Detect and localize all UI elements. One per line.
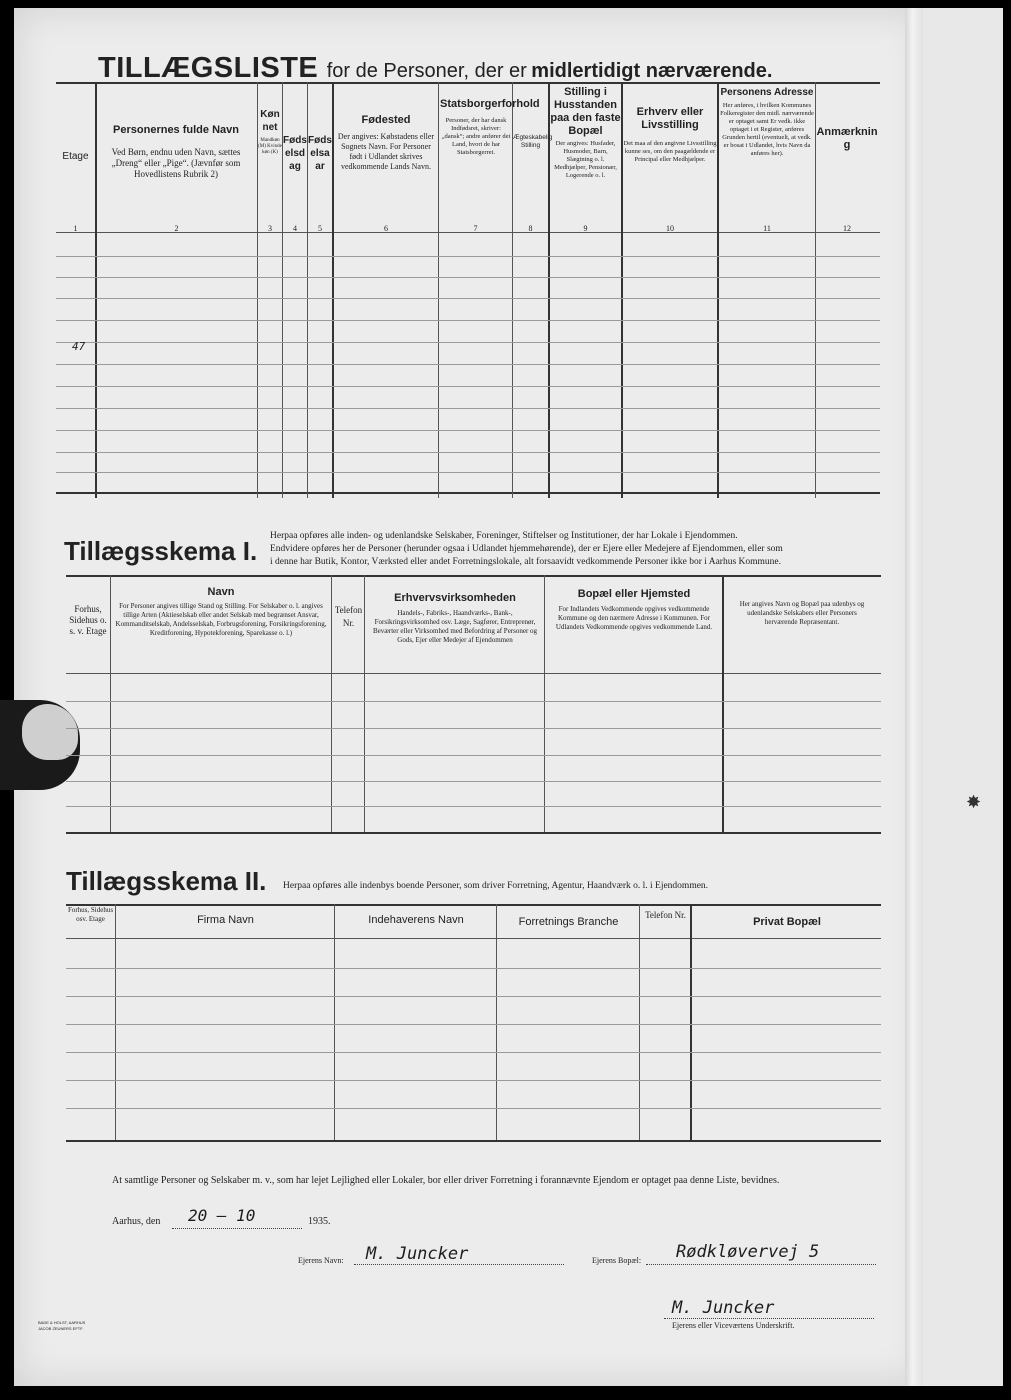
date-label: Aarhus, den — [112, 1216, 161, 1227]
skema1-col-divider — [364, 575, 365, 832]
page-title — [98, 52, 888, 85]
skema1-col-name — [112, 586, 330, 638]
skema1-text-line: Endvidere opføres her de Personer (herunder ogsaa i Udlandet hjemmehørende), der er Ejere eller Medejere af Ejendommen, eller som — [270, 544, 783, 554]
col-name-subtitle: Ved Børn, endnu uden Navn, sættes „Dreng“ eller „Pige“. (Jævnfør som Hovedlistens Rubrik 2) — [111, 147, 241, 179]
col-sex-header — [258, 108, 282, 156]
signature-handwritten: M. Juncker — [672, 1298, 775, 1318]
col-household-subtitle: Der angives: Husfader, Husmoder, Barn, Slægtning o. l. Medhjælper, Pensionær, Logerende o. l. — [554, 140, 617, 179]
col-name-title: Personernes fulde Navn — [113, 124, 239, 136]
main-row-line — [56, 277, 880, 278]
skema2-header-rule — [66, 938, 881, 939]
main-row-line — [56, 256, 880, 257]
skema1-description — [270, 530, 882, 569]
facing-page — [923, 8, 1003, 1386]
col-number: 5 — [318, 224, 322, 233]
main-row-line — [56, 386, 880, 387]
skema1-col-residence-title: Bopæl eller Hjemsted — [577, 588, 691, 600]
col-birthyear-title: Fødselsaar — [308, 135, 332, 172]
skema1-row-line — [66, 701, 881, 702]
skema1-text-line: i denne har Butik, Kontor, Værksted eller andet Forretningslokale, alt forsaavidt vedkommende Personer ikke bor i Aarhus Kommune. — [270, 557, 782, 567]
skema1-col-divider — [331, 575, 332, 832]
signature-label: Ejerens eller Viceværtens Underskrift. — [672, 1321, 795, 1330]
main-col-divider — [332, 82, 334, 498]
col-sex-subtitle: Mandkøn (M) Kvindekøn (K) — [258, 138, 282, 155]
skema1-col-name-subtitle: For Personer angives tillige Stand og Stilling. For Selskaber o. l. angives tillige Arten (Aktieselskab eller andet Selskab med begrænset Ansvar, Kommanditselskab, Andelsselskab, Forbrugsforening, Forsikringsforening, Kreditforening, Hypotekforening, Sparekasse o. l.) — [115, 602, 327, 637]
skema2-row-line — [66, 1108, 881, 1109]
skema1-title: Tillægsskema I. — [64, 536, 258, 566]
col-number: 9 — [583, 224, 588, 233]
owner-address-label: Ejerens Bopæl: — [592, 1256, 642, 1265]
page-fold — [905, 8, 923, 1386]
main-row-line — [56, 408, 880, 409]
date-line — [172, 1228, 302, 1229]
skema1-col-divider — [544, 575, 545, 832]
title-main: TILLÆGSLISTE — [98, 52, 319, 84]
skema1-col-floor: Forhus, Sidehus o. s. v. Etage — [69, 604, 107, 636]
skema2-col-private-address: Privat Bopæl — [753, 916, 821, 928]
main-table-top-rule — [56, 82, 880, 84]
skema2-row-line — [66, 1024, 881, 1025]
col-number: 1 — [73, 224, 78, 233]
title-emphasis: midlertidigt nærværende. — [531, 60, 773, 82]
col-etage-title: Etage — [62, 151, 89, 162]
date-handwritten: 20 — 10 — [188, 1206, 256, 1225]
main-row-line — [56, 452, 880, 453]
skema2-col-firm: Firma Navn — [197, 914, 254, 926]
skema2-top-rule — [66, 904, 881, 906]
col-number: 7 — [473, 224, 478, 233]
col-birthplace-header — [336, 114, 436, 172]
col-citizenship-title: Statsborgerforhold — [440, 98, 540, 110]
skema2-col-divider — [690, 904, 692, 1140]
skema1-col-phone: Telefon Nr. — [334, 605, 363, 628]
col-remark-header — [816, 126, 878, 152]
skema2-col-floor: Forhus, Sidehus osv. Etage — [67, 906, 114, 923]
col-birthyear-header — [308, 134, 332, 173]
col-etage-header — [56, 150, 95, 163]
skema1-col-divider — [722, 575, 724, 832]
col-birthday-title: Fødselsdag — [283, 135, 307, 172]
owner-address-line — [646, 1264, 876, 1265]
skema1-bottom-rule — [66, 832, 881, 834]
col-household-title: Stilling i Husstanden paa den faste Bopæl — [550, 86, 621, 137]
margin-pencil-mark: 47 — [72, 340, 86, 353]
col-address-header — [719, 86, 815, 158]
owner-name-line — [354, 1264, 564, 1265]
col-number: 6 — [384, 224, 388, 233]
col-address-subtitle: Her anføres, i hvilken Kommunes Folkeregister den midl. nærværende er optaget samt Er vedk. ikke optaget i et Register, anføres Grunden hertil (eventuelt, at vedk. er bosat i Udlandet, hvis Navn da anføres her). — [720, 102, 814, 157]
owner-name-handwritten: M. Juncker — [366, 1244, 469, 1264]
skema1-col-residence — [546, 588, 722, 632]
col-occupation-header — [623, 106, 717, 164]
skema2-col-branch: Forretnings Branche — [518, 916, 619, 928]
col-marital-header — [513, 134, 553, 150]
skema2-title: Tillægsskema II. — [66, 866, 267, 896]
col-number: 10 — [666, 224, 674, 233]
skema1-col-business — [366, 592, 544, 645]
col-number: 12 — [843, 224, 851, 233]
main-table-bottom-rule — [56, 492, 880, 494]
skema2-col-phone: Telefon Nr. — [645, 910, 686, 920]
skema1-col-divider — [110, 575, 111, 832]
printer-imprint: BADE & HOLST, AARHUS JACOB ZEUNERS EFTF. — [38, 1320, 86, 1331]
ink-stain: ✸ — [966, 792, 982, 812]
col-birthday-header — [283, 134, 307, 173]
skema1-col-business-title: Erhvervsvirksomheden — [394, 592, 516, 604]
main-row-line — [56, 320, 880, 321]
skema2-row-line — [66, 968, 881, 969]
col-number: 3 — [268, 224, 272, 233]
main-row-line — [56, 364, 880, 365]
title-rest: for de Personer, der er — [326, 60, 527, 82]
main-row-line — [56, 342, 880, 343]
skema2-row-line — [66, 996, 881, 997]
col-occupation-subtitle: Det maa af den angivne Livsstilling kunne ses, om den paagældende er Principal eller Medhjælper. — [623, 140, 717, 163]
skema1-col-residence-subtitle: For Indlandets Vedkommende opgives vedkommende Kommune og den nærmere Adresse i Kommunen. For Udlandets Vedkommende opgives vedkommende Land. — [555, 605, 713, 631]
skema1-row-line — [66, 755, 881, 756]
owner-address-handwritten: Rødkløvervej 5 — [676, 1242, 820, 1262]
skema1-top-rule — [66, 575, 881, 577]
col-citizenship-subtitle: Personer, der har dansk Indfødsret, skriver: „dansk“; andre anfører det Land, hvori de har Statsborgerret. — [441, 117, 511, 156]
skema2-row-line — [66, 1052, 881, 1053]
skema2-bottom-rule — [66, 1140, 881, 1142]
col-number: 2 — [174, 224, 179, 233]
col-occupation-title: Erhverv eller Livsstilling — [636, 106, 704, 131]
main-row-line — [56, 298, 880, 299]
col-number: 11 — [763, 224, 771, 233]
col-sex-title: Kønnet — [260, 109, 280, 133]
col-marital-title: Ægteskabelig Stilling — [513, 134, 553, 149]
skema1-header-rule — [66, 673, 881, 674]
col-remark-title: Anmærkning — [816, 126, 878, 151]
skema2-row-line — [66, 1080, 881, 1081]
skema2-col-divider — [115, 904, 116, 1140]
main-col-divider — [95, 82, 97, 498]
col-name-header — [98, 124, 254, 180]
skema2-col-owner: Indehaverens Navn — [368, 914, 464, 926]
col-number: 4 — [293, 224, 297, 233]
skema1-col-business-subtitle: Handels-, Fabriks-, Haandværks-, Bank-, Forsikringsvirksomhed osv. Læge, Sagfører, Entreprenør, Beværter eller Virksomhed med Befordring af Personer og Gods, Ejer eller Medejer af Ejendommen — [372, 609, 538, 644]
col-birthplace-title: Fødested — [361, 114, 411, 126]
skema1-row-line — [66, 728, 881, 729]
declaration-text: At samtlige Personer og Selskaber m. v., som har lejet Lejlighed eller Lokaler, bor eller driver Forretning i forannævnte Ejendom er optaget paa denne Liste, bevidnes. — [112, 1175, 780, 1186]
skema2-col-divider — [496, 904, 497, 1140]
col-number: 8 — [528, 224, 533, 233]
skema2-col-divider — [334, 904, 335, 1140]
skema1-col-name-title: Navn — [207, 586, 235, 598]
col-birthplace-subtitle: Der angives: Købstadens eller Sognets Navn. For Personer født i Udlandet skrives vedkommende Lands Navn. — [337, 132, 435, 171]
owner-name-label: Ejerens Navn: — [298, 1256, 344, 1265]
year-text: 1935. — [308, 1216, 331, 1227]
skema1-row-line — [66, 781, 881, 782]
col-address-title: Personens Adresse — [720, 87, 814, 98]
col-household-header — [550, 86, 621, 180]
main-col-divider — [438, 82, 439, 498]
skema1-row-line — [66, 806, 881, 807]
skema2-col-divider — [639, 904, 640, 1140]
skema1-col-representative: Her angives Navn og Bopæl paa udenbys og udenlandske Selskabers eller Personers herværende Repræsentant. — [739, 600, 865, 626]
signature-line — [664, 1318, 874, 1319]
skema1-text-line: Herpaa opføres alle inden- og udenlandske Selskaber, Foreninger, Stiftelser og Institutioner, der har Lokale i Ejendommen. — [270, 531, 738, 541]
main-row-line — [56, 430, 880, 431]
main-row-line — [56, 472, 880, 473]
skema2-description: Herpaa opføres alle indenbys boende Personer, som driver Forretning, Agentur, Haandværk o. l. i Ejendommen. — [283, 881, 709, 891]
